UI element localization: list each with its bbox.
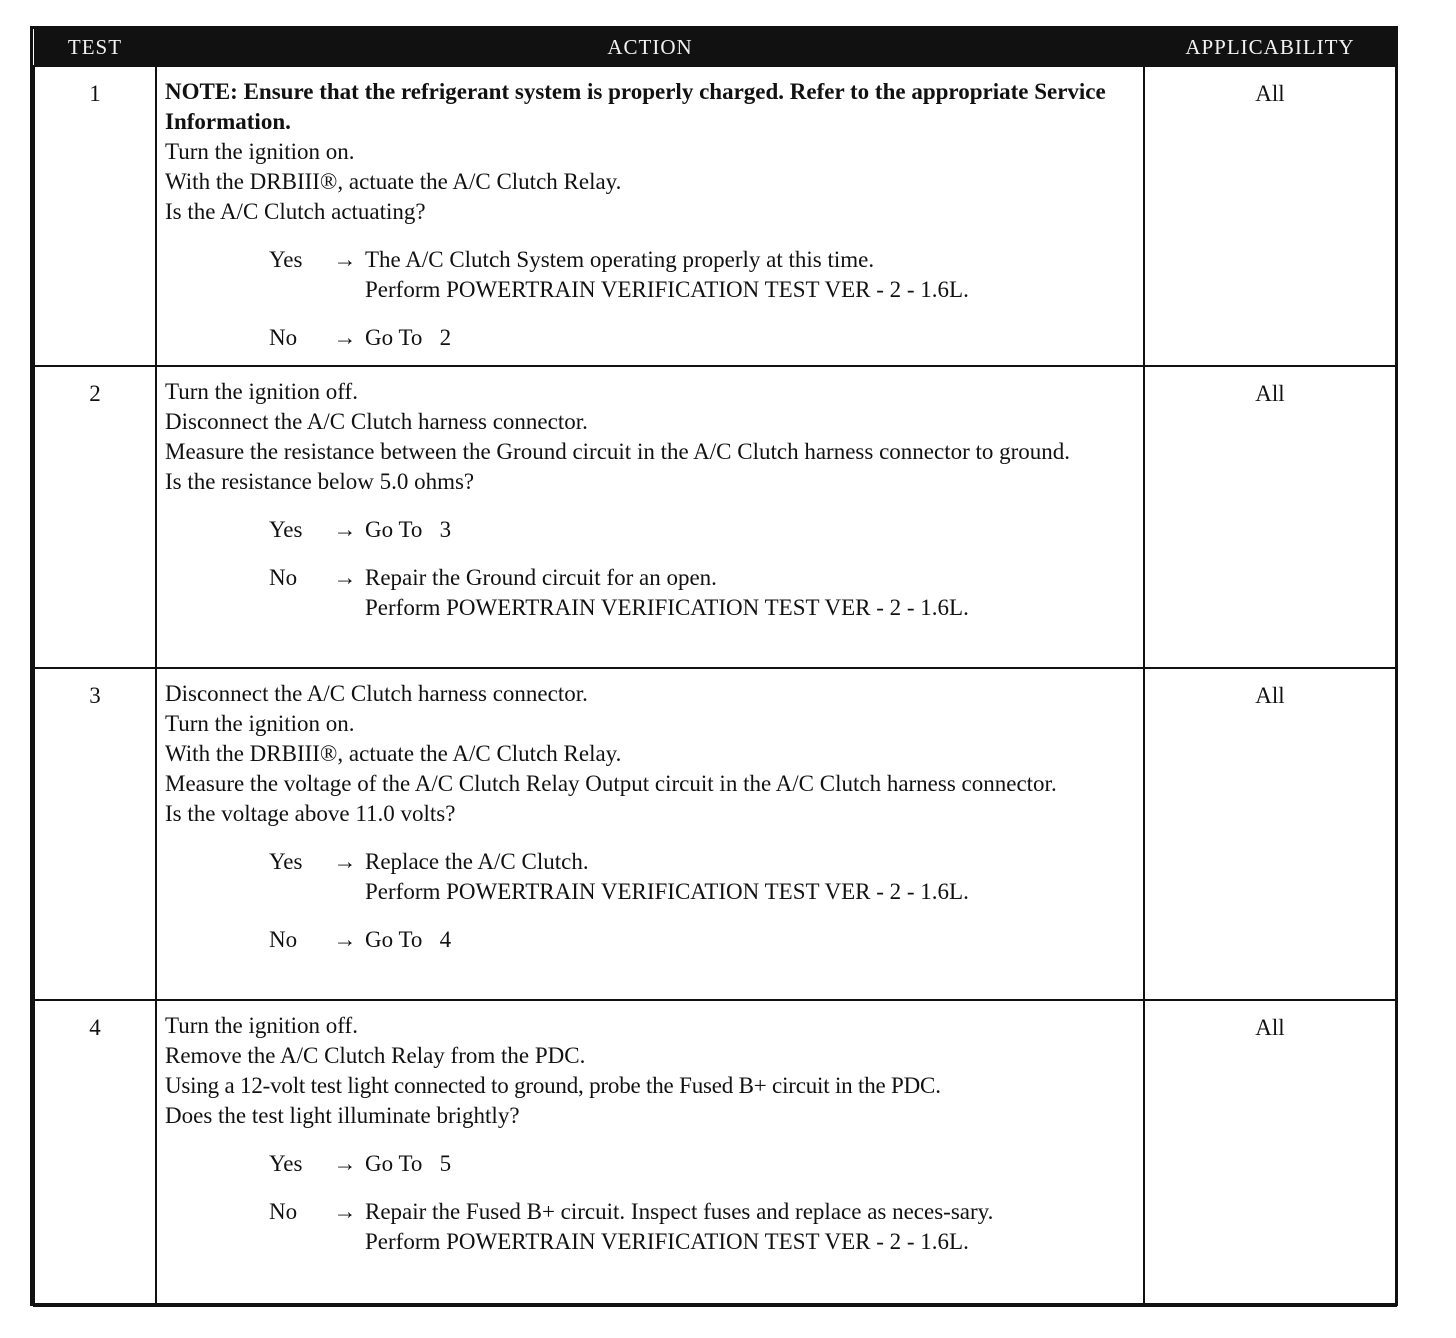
result-line: The A/C Clutch System operating properly at this time.	[365, 247, 875, 272]
right-arrow-icon: →	[333, 517, 357, 542]
step-text: Does the test light illuminate brightly?	[165, 1103, 520, 1128]
step-text: Turn the ignition off.	[165, 379, 358, 404]
test-table	[33, 29, 1397, 1307]
step-text: Turn the ignition off.	[165, 1013, 358, 1038]
branch-label: No	[269, 927, 298, 952]
result-line: Go To 2	[365, 325, 452, 350]
table-row	[34, 1000, 1396, 1306]
right-arrow-icon: →	[333, 247, 357, 272]
header-action: ACTION	[156, 29, 1144, 66]
action-cell	[156, 366, 1144, 668]
applicability-cell: All	[1144, 366, 1396, 668]
branch-result	[365, 1149, 1137, 1179]
step-text: Disconnect the A/C Clutch harness connector.	[165, 409, 588, 434]
branch-result	[365, 847, 1137, 907]
right-arrow-icon: →	[333, 565, 357, 590]
action-cell	[156, 1000, 1144, 1306]
branch-label: Yes	[269, 247, 303, 272]
branch-label: Yes	[269, 517, 303, 542]
diagnostic-test-table	[30, 26, 1398, 1306]
no-branch	[269, 925, 1137, 955]
result-line: Repair the Ground circuit for an open.	[365, 565, 717, 590]
branch-result	[365, 925, 1137, 955]
step-text: With the DRBIII®, actuate the A/C Clutch Relay.	[165, 169, 622, 194]
result-line: Go To 5	[365, 1151, 452, 1176]
branch-label: No	[269, 565, 298, 590]
applicability-cell: All	[1144, 668, 1396, 1000]
result-line: Perform POWERTRAIN VERIFICATION TEST VER - 2 - 1.6L.	[365, 879, 969, 904]
branch-result	[365, 515, 1137, 545]
step-text: Remove the A/C Clutch Relay from the PDC.	[165, 1043, 586, 1068]
step-text: Turn the ignition on.	[165, 711, 355, 736]
result-line: Perform POWERTRAIN VERIFICATION TEST VER - 2 - 1.6L.	[365, 595, 969, 620]
table-row	[34, 66, 1396, 366]
right-arrow-icon: →	[333, 927, 357, 952]
result-line: Go To 3	[365, 517, 452, 542]
yes-branch	[269, 1149, 1137, 1179]
no-branch	[269, 323, 1137, 353]
result-line: Replace the A/C Clutch.	[365, 849, 589, 874]
step-text: Is the resistance below 5.0 ohms?	[165, 469, 475, 494]
step-text: With the DRBIII®, actuate the A/C Clutch Relay.	[165, 741, 622, 766]
no-branch	[269, 563, 1137, 623]
right-arrow-icon: →	[333, 325, 357, 350]
header-applicability: APPLICABILITY	[1144, 29, 1396, 66]
note-text: NOTE: Ensure that the refrigerant system is properly charged. Refer to the appropriate Service Information.	[165, 79, 1106, 134]
result-line: Repair the Fused B+ circuit. Inspect fuses and replace as neces-sary.	[365, 1199, 994, 1224]
header-test: TEST	[34, 29, 156, 66]
branch-result	[365, 245, 1137, 305]
branch-label: No	[269, 325, 298, 350]
no-branch	[269, 1197, 1137, 1257]
right-arrow-icon: →	[333, 849, 357, 874]
header-row	[34, 29, 1396, 66]
step-text: Measure the resistance between the Ground circuit in the A/C Clutch harness connector to ground.	[165, 439, 1071, 464]
result-line: Go To 4	[365, 927, 452, 952]
step-text: Disconnect the A/C Clutch harness connector.	[165, 681, 588, 706]
test-number: 2	[34, 366, 156, 668]
branch-label: No	[269, 1199, 298, 1224]
yes-branch	[269, 245, 1137, 305]
yes-branch	[269, 515, 1137, 545]
step-text: Is the A/C Clutch actuating?	[165, 199, 426, 224]
step-text: Turn the ignition on.	[165, 139, 355, 164]
branch-result	[365, 1197, 1137, 1257]
result-line: Perform POWERTRAIN VERIFICATION TEST VER - 2 - 1.6L.	[365, 1229, 969, 1254]
applicability-cell: All	[1144, 66, 1396, 366]
branch-result	[365, 563, 1137, 623]
branch-label: Yes	[269, 1151, 303, 1176]
branch-label: Yes	[269, 849, 303, 874]
test-number: 1	[34, 66, 156, 366]
action-cell	[156, 66, 1144, 366]
action-cell	[156, 668, 1144, 1000]
yes-branch	[269, 847, 1137, 907]
test-number: 3	[34, 668, 156, 1000]
result-line: Perform POWERTRAIN VERIFICATION TEST VER - 2 - 1.6L.	[365, 277, 969, 302]
step-text: Measure the voltage of the A/C Clutch Relay Output circuit in the A/C Clutch harness connector.	[165, 771, 1057, 796]
applicability-cell: All	[1144, 1000, 1396, 1306]
branch-result	[365, 323, 1137, 353]
step-text: Using a 12-volt test light connected to ground, probe the Fused B+ circuit in the PDC.	[165, 1073, 941, 1098]
test-number: 4	[34, 1000, 156, 1306]
right-arrow-icon: →	[333, 1199, 357, 1224]
step-text: Is the voltage above 11.0 volts?	[165, 801, 456, 826]
table-row	[34, 366, 1396, 668]
table-row	[34, 668, 1396, 1000]
right-arrow-icon: →	[333, 1151, 357, 1176]
